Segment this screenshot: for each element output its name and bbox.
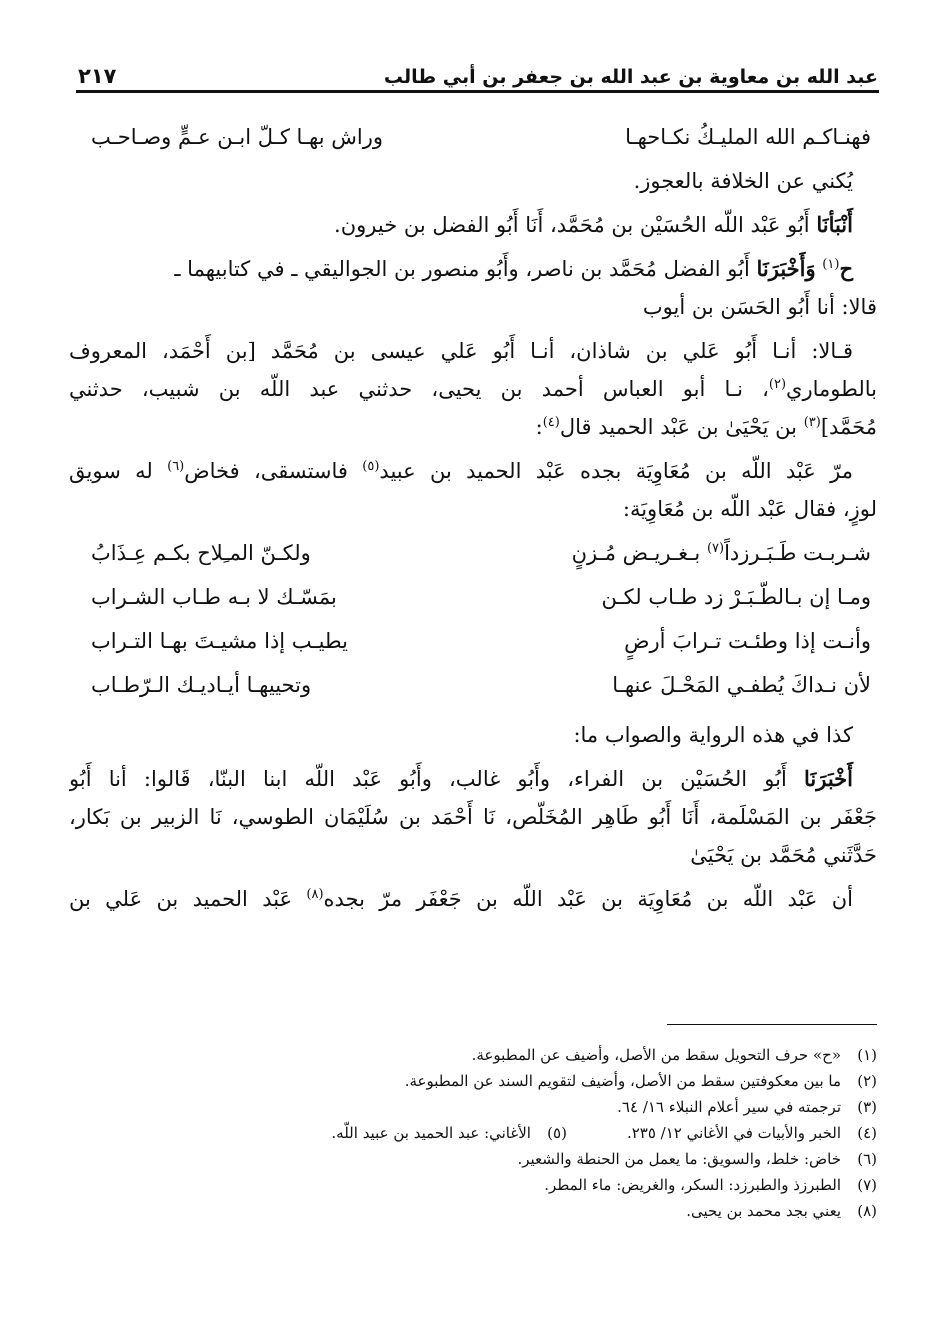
verse-second-hemistich: بمَسّـك لا بـه طـاب الشـراب [91,585,337,609]
verse-first-hemistich [501,534,871,572]
text-line [69,408,877,446]
verse-line [91,118,871,156]
verse-line [91,534,871,572]
verse-second-hemistich: ولكـنّ المـِلاح بكـم عِـذَابُ [91,541,311,565]
text-span: ومـا إن بـالطّـبَـرْ زد طـاب لكـن [601,585,871,609]
footnote-text: ما بين معكوفتين سقط من الأصل، وأضيف لتقويم السند عن المطبوعة. [404,1072,841,1090]
text-line [69,880,877,918]
footnote-rule [667,1024,877,1025]
text-span: له سويق [69,459,168,483]
running-header [78,52,878,88]
text-span: فاستسقى، فخاض [184,459,363,483]
footnote-ref: (٥) [362,459,380,474]
verse-first-hemistich [501,666,871,704]
main-text [69,118,877,918]
verse-line [91,622,871,660]
running-title: عبد الله بن معاوية بن عبد الله بن جعفر بن أبي طالب [383,66,878,88]
footnotes [69,1042,877,1224]
text-span: ، نـا أبو العباس أحمد بن يحيى، حدثني عبد اللّه بن شبيب، حدثني [69,377,769,401]
verse-second-hemistich: وتحييهـا أيـاديـك الـرّطـاب [91,673,312,697]
text-span: شـربـت طَـبَـرزداً [724,541,871,565]
isnad-keyword: أَنْبَأنَا [816,212,853,237]
text-span: : [535,415,543,439]
footnote [69,1068,877,1094]
verse-first-hemistich [501,622,871,660]
text-span: مرّ عَبْد اللّه بن مُعَاوِيَة بجده عَبْد الحميد بن عبيد [379,459,853,483]
text-span: أن عَبْد اللّه بن مُعَاوِيَة بن عَبْد اللّه بن جَعْفَر مرّ بجده [323,887,854,911]
footnote-text: يعني بجد محمد بن يحيى. [686,1202,841,1220]
isnad-text: أَبُو الفضل مُحَمَّد بن ناصر، وأَبُو منصور بن الجواليقي ـ في كتابيهما ـ [174,257,750,281]
footnote [69,1120,877,1146]
footnote [69,1146,877,1172]
isnad-line [69,760,877,798]
footnote-ref: (٢) [768,377,787,392]
footnote-text: الخبر والأبيات في الأغاني ١٢/ ٢٣٥. [626,1124,841,1142]
footnote [69,1172,877,1198]
verse-second-hemistich: يطيـب إذا مشيـتَ بهـا التـراب [91,629,348,653]
text-line: جَعْفَر بن المَسْلَمة، أَنَا أَبُو طَاهِر المُخَلّص، نَا أَحْمَد بن سُلَيْمَان الطوسي، نَا الزبير بن بَكار، [69,805,877,829]
footnote [69,1042,877,1068]
text-line: كذا في هذه الرواية والصواب ما: [573,723,853,747]
verse-line [91,666,871,704]
footnote-ref: (٦) [167,459,185,474]
footnote-number: (٢) [857,1072,877,1090]
footnote-ref: (٣) [803,415,821,430]
footnote-number: (١) [857,1046,877,1064]
text-line: قالا: أنا أَبُو الحَسَن بن أيوب [642,295,877,319]
isnad-text: أَبُو الحُسَيْن بن الفراء، وأَبُو غالب، وأَبُو عَبْد اللّه ابنا البنّا، قَالوا: أنا أَبُو [69,767,787,791]
isnad-line [69,250,877,288]
footnote-ref: (٧) [706,541,725,556]
footnote-text: الأغاني: عبد الحميد بن عبيد اللّه. [331,1124,531,1142]
text-span: لأن نـداكَ يُطفـي المَحْـلَ عنهـا [612,673,871,697]
tahwil-letter: ح [839,256,853,281]
text-line [69,452,877,490]
verse-first-hemistich [501,578,871,616]
footnote [69,1094,877,1120]
header-rule [76,90,879,93]
text-span: بالطوماري [786,377,877,401]
text-span: مُحَمَّد] [820,415,877,439]
footnote-text: الطبرزذ والطبرزد: السكر، والغريض: ماء المطر. [544,1176,841,1194]
page-number: ٢١٧ [78,64,117,88]
isnad-text: أَبُو عَبْد اللّه الحُسَيْن بن مُحَمَّد، أَنَا أَبُو الفضل بن خيرون. [334,213,810,237]
footnote-ref: (٤) [542,415,560,430]
text-line: لوزٍ، فقال عَبْد اللّه بن مُعَاوِيَة: [622,497,877,521]
verse-first-hemistich: فهنـاكـم الله المليـكُ نكـاحهـا [625,125,871,149]
footnote-number: (٣) [857,1098,877,1116]
isnad-line [69,206,877,244]
verse-line [91,578,871,616]
footnote-number: (٥) [547,1124,567,1142]
poem [69,534,877,704]
footnote-text: خاض: خلط، والسويق: ما يعمل من الحنطة والشعير. [517,1150,841,1168]
text-span: عَبْد الحميد بن عَلي بن [69,887,307,911]
text-line [69,370,877,408]
footnote-number: (٧) [857,1176,877,1194]
verse-second-hemistich: وراش بهـا كـلّ ابـن عـمٍّ وصـاحـب [91,125,384,149]
text-span: بـغـريـض مُـزنٍ [571,541,707,565]
footnote [69,1198,877,1224]
footnote-ref: (١) [822,257,840,272]
text-line: يُكني عن الخلافة بالعجوز. [633,169,853,193]
isnad-keyword: وَأَخْبَرَنَا [756,256,816,281]
isnad-keyword: أَخْبَرَنَا [804,766,853,791]
footnote-number: (٤) [857,1124,877,1142]
text-line: حَدَّثَني مُحَمَّد بن يَحْيَىٰ [690,843,877,867]
footnote-number: (٦) [857,1150,877,1168]
text-span: بن يَحْيَىٰ بن عَبْد الحميد قال [559,415,804,439]
footnote-text: ترجمته في سير أعلام النبلاء ١٦/ ٦٤. [617,1098,841,1116]
text-line: قـالا: أنـا أَبُو عَلي بن شاذان، أنـا أَبُو عَلي عيسى بن مُحَمَّد [بن أَحْمَد، المعروف [69,339,853,363]
text-span: وأنـت إذا وطئـت تـرابَ أرضٍ [624,629,871,653]
footnote-ref: (٨) [306,887,324,902]
footnote-text: «ح» حرف التحويل سقط من الأصل، وأضيف عن المطبوعة. [471,1046,841,1064]
footnote-number: (٨) [857,1202,877,1220]
